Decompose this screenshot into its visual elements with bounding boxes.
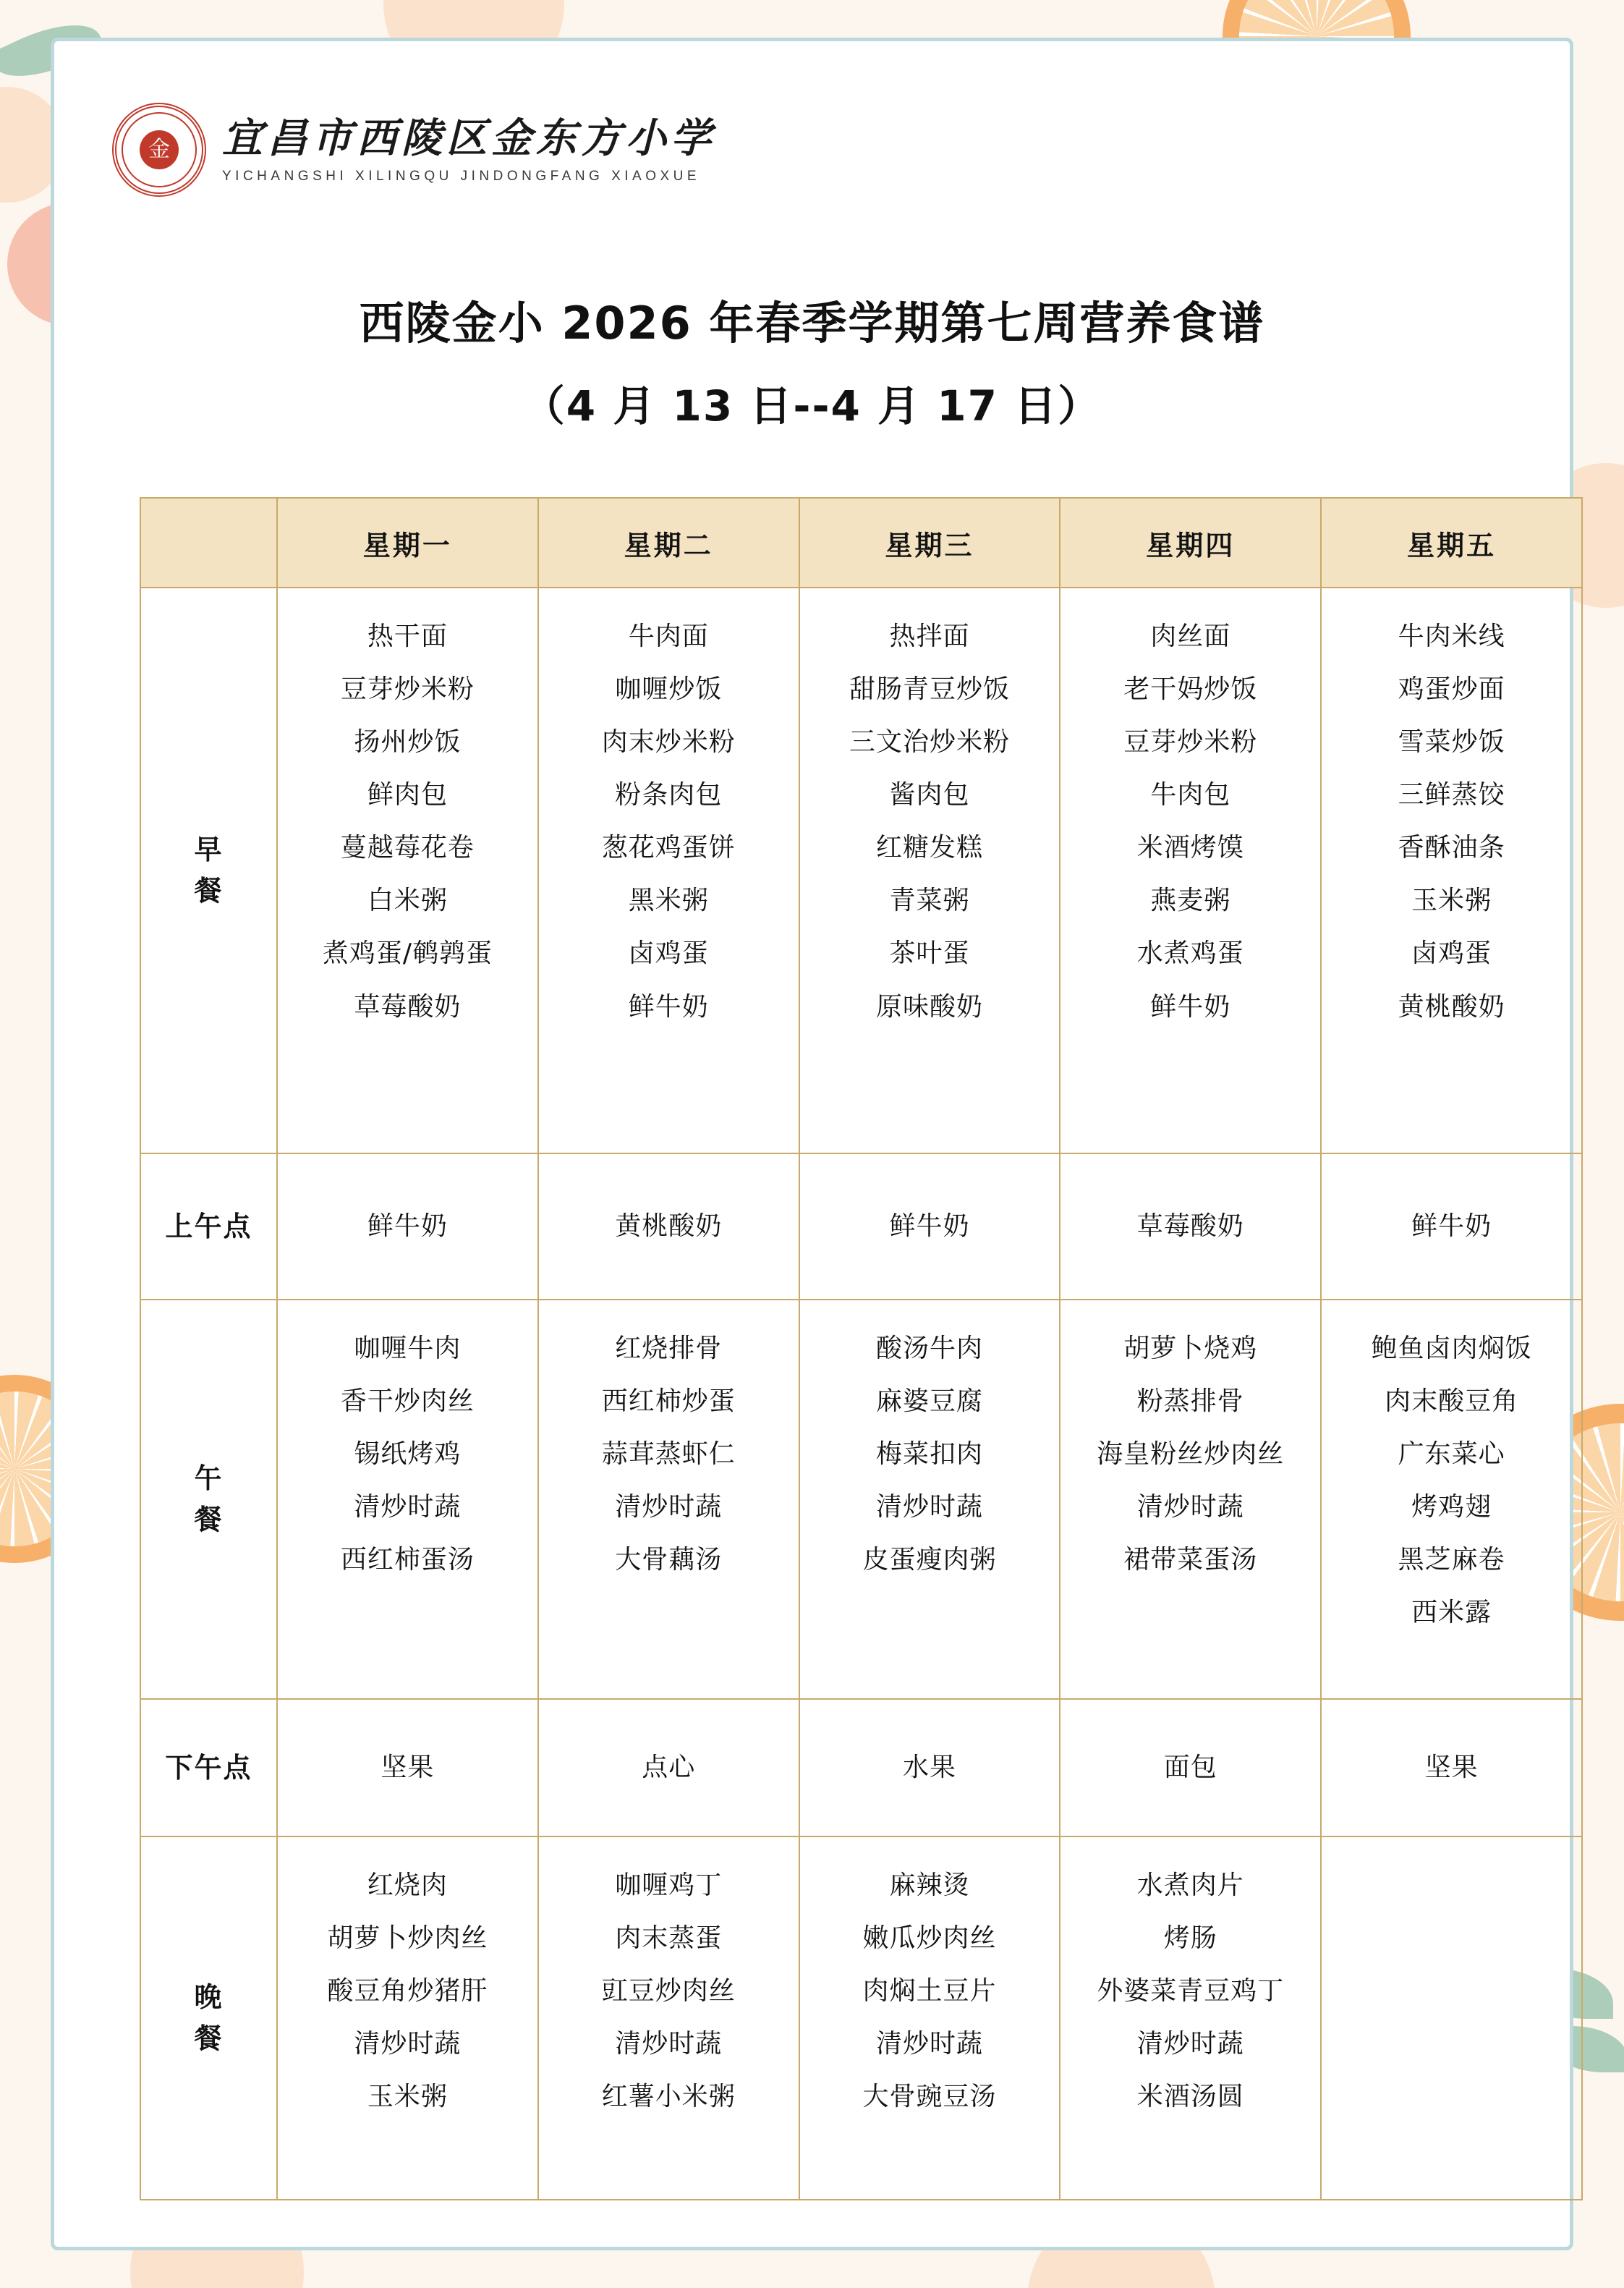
menu-item: 嫩瓜炒肉丝: [862, 1923, 997, 1954]
menu-item: 肉末炒米粉: [601, 727, 736, 758]
menu-item: 清炒时蔬: [1136, 1492, 1244, 1522]
menu-item: 白米粥: [367, 886, 448, 916]
menu-item: 热干面: [367, 622, 448, 651]
menu-item: 水煮肉片: [1136, 1870, 1244, 1900]
table-row: [140, 1153, 1582, 1300]
menu-item: 牛肉面: [628, 622, 709, 651]
menu-cell: [1321, 1836, 1582, 2200]
menu-item: 清炒时蔬: [615, 1492, 723, 1522]
menu-item: 甜肠青豆炒饭: [849, 674, 1010, 705]
menu-item: 大骨豌豆汤: [862, 2082, 997, 2112]
page-title-line1: 西陵金小 2026 年春季学期第七周营养食谱: [359, 297, 1265, 349]
menu-item: 玉米粥: [1411, 886, 1492, 916]
meal-label-morning-snack: 上午点: [140, 1153, 277, 1300]
menu-item: 牛肉米线: [1398, 622, 1505, 651]
menu-item: 咖喱鸡丁: [615, 1870, 723, 1900]
menu-item: 点心: [642, 1752, 696, 1782]
menu-item: 玉米粥: [367, 2082, 448, 2112]
column-header-monday: 星期一: [277, 498, 538, 588]
menu-item: 蔓越莓花卷: [340, 833, 475, 863]
table-corner-cell: [140, 498, 277, 588]
menu-cell: [1060, 1836, 1321, 2200]
menu-item: 米酒汤圆: [1136, 2082, 1244, 2112]
menu-item: 热拌面: [889, 622, 970, 651]
menu-cell: [799, 1699, 1060, 1836]
menu-item: 香酥油条: [1398, 833, 1505, 863]
meal-label-breakfast: 早 餐: [140, 588, 277, 1153]
menu-cell: [799, 1153, 1060, 1300]
menu-cell: [1321, 1153, 1582, 1300]
menu-item: 咖喱牛肉: [354, 1334, 462, 1363]
menu-item: 雪菜炒饭: [1398, 727, 1505, 758]
menu-item: 咖喱炒饭: [615, 674, 723, 705]
menu-item: 三文治炒米粉: [849, 727, 1010, 758]
menu-cell: [538, 1153, 799, 1300]
menu-cell: [538, 1836, 799, 2200]
menu-cell: [538, 1300, 799, 1699]
menu-item: 裙带菜蛋汤: [1123, 1545, 1258, 1575]
logo-glyph: 金: [140, 130, 179, 169]
school-logo-icon: [112, 103, 206, 197]
menu-item: 面包: [1163, 1752, 1217, 1782]
menu-item: 烤肠: [1163, 1923, 1217, 1954]
menu-item: 酱肉包: [889, 780, 970, 810]
menu-item: 肉丝面: [1150, 622, 1231, 651]
menu-cell: [1060, 588, 1321, 1153]
menu-item: 广东菜心: [1398, 1439, 1505, 1470]
menu-item: 红糖发糕: [875, 833, 983, 863]
menu-cell: [277, 1153, 538, 1300]
menu-cell: [799, 588, 1060, 1153]
menu-item: 煮鸡蛋/鹌鹑蛋: [322, 938, 493, 969]
menu-item: 草莓酸奶: [1136, 1211, 1244, 1241]
menu-item: 麻婆豆腐: [875, 1386, 983, 1417]
school-name-en: YICHANGSHI XILINGQU JINDONGFANG XIAOXUE: [222, 169, 701, 185]
table-row: [140, 1699, 1582, 1836]
menu-item: 海皇粉丝炒肉丝: [1097, 1439, 1285, 1470]
menu-item: 鲜牛奶: [628, 991, 709, 1022]
menu-item: 原味酸奶: [875, 991, 983, 1022]
menu-item: 扬州炒饭: [354, 727, 462, 758]
menu-cell: [277, 588, 538, 1153]
menu-item: 清炒时蔬: [1136, 2029, 1244, 2059]
menu-cell: [1321, 1300, 1582, 1699]
menu-cell: [1321, 588, 1582, 1153]
menu-cell: [1060, 1300, 1321, 1699]
menu-item: 酸汤牛肉: [875, 1334, 983, 1363]
menu-cell: [277, 1836, 538, 2200]
menu-item: 皮蛋瘦肉粥: [862, 1545, 997, 1575]
menu-item: 梅菜扣肉: [875, 1439, 983, 1470]
menu-item: 肉末蒸蛋: [615, 1923, 723, 1954]
weekly-menu-table: [140, 497, 1583, 2200]
menu-item: 红烧肉: [367, 1870, 448, 1900]
menu-item: 粉蒸排骨: [1136, 1386, 1244, 1417]
menu-item: 鲜牛奶: [889, 1211, 970, 1241]
menu-item: 豇豆炒肉丝: [601, 1976, 736, 2007]
column-header-friday: 星期五: [1321, 498, 1582, 588]
menu-cell: [538, 588, 799, 1153]
menu-item: 鲜肉包: [367, 780, 448, 810]
page-title-line2: （4 月 13 日--4 月 17 日）: [522, 381, 1102, 431]
menu-cell: [1060, 1153, 1321, 1300]
menu-cell: [799, 1300, 1060, 1699]
menu-item: 红薯小米粥: [601, 2082, 736, 2112]
menu-cell: [538, 1699, 799, 1836]
menu-item: 清炒时蔬: [354, 1492, 462, 1522]
menu-item: 水煮鸡蛋: [1136, 938, 1244, 969]
column-header-thursday: 星期四: [1060, 498, 1321, 588]
menu-item: 香干炒肉丝: [340, 1386, 475, 1417]
menu-item: 粉条肉包: [615, 780, 723, 810]
menu-item: 坚果: [1424, 1752, 1479, 1782]
table-header-row: [140, 498, 1582, 588]
table-row: [140, 1836, 1582, 2200]
school-name-cn: 宜昌市西陵区金东方小学: [222, 114, 715, 162]
menu-item: 葱花鸡蛋饼: [601, 833, 736, 863]
menu-item: 燕麦粥: [1150, 886, 1231, 916]
menu-item: 肉末酸豆角: [1385, 1386, 1519, 1417]
menu-item: 青菜粥: [889, 886, 970, 916]
menu-item: 胡萝卜烧鸡: [1123, 1334, 1258, 1363]
menu-item: 鸡蛋炒面: [1398, 674, 1505, 705]
menu-item: 西米露: [1411, 1598, 1492, 1628]
menu-item: 清炒时蔬: [354, 2029, 462, 2059]
menu-item: 牛肉包: [1150, 780, 1231, 810]
column-header-tuesday: 星期二: [538, 498, 799, 588]
menu-item: 肉焖土豆片: [862, 1976, 997, 2007]
menu-item: 麻辣烫: [889, 1870, 970, 1900]
menu-item: 豆芽炒米粉: [340, 674, 475, 705]
menu-cell: [277, 1300, 538, 1699]
menu-item: 清炒时蔬: [615, 2029, 723, 2059]
menu-item: 水果: [902, 1752, 956, 1782]
menu-item: 清炒时蔬: [875, 1492, 983, 1522]
meal-label-afternoon-snack: 下午点: [140, 1699, 277, 1836]
menu-cell: [277, 1699, 538, 1836]
menu-cell: [1060, 1699, 1321, 1836]
menu-item: 蒜茸蒸虾仁: [601, 1439, 736, 1470]
meal-label-dinner: 晚 餐: [140, 1836, 277, 2200]
column-header-wednesday: 星期三: [799, 498, 1060, 588]
menu-item: 西红柿蛋汤: [340, 1545, 475, 1575]
menu-item: 西红柿炒蛋: [601, 1386, 736, 1417]
menu-document: [51, 38, 1573, 2250]
menu-item: 酸豆角炒猪肝: [327, 1976, 488, 2007]
menu-item: 草莓酸奶: [354, 991, 462, 1022]
menu-item: 茶叶蛋: [889, 938, 970, 969]
menu-item: 坚果: [381, 1752, 435, 1782]
table-body: [140, 588, 1582, 2200]
menu-item: 清炒时蔬: [875, 2029, 983, 2059]
menu-item: 烤鸡翅: [1411, 1492, 1492, 1522]
school-brand: [112, 103, 715, 197]
menu-item: 锡纸烤鸡: [354, 1439, 462, 1470]
menu-item: 卤鸡蛋: [1411, 938, 1492, 969]
table-row: [140, 1300, 1582, 1699]
meal-label-lunch: 午 餐: [140, 1300, 277, 1699]
menu-item: 黑芝麻卷: [1398, 1545, 1505, 1575]
menu-item: 黄桃酸奶: [615, 1211, 723, 1241]
menu-item: 黑米粥: [628, 886, 709, 916]
menu-cell: [1321, 1699, 1582, 1836]
menu-item: 米酒烤馍: [1136, 833, 1244, 863]
menu-item: 老干妈炒饭: [1123, 674, 1258, 705]
menu-item: 鲜牛奶: [1150, 991, 1231, 1022]
menu-item: 卤鸡蛋: [628, 938, 709, 969]
menu-item: 红烧排骨: [615, 1334, 723, 1363]
menu-cell: [799, 1836, 1060, 2200]
menu-item: 黄桃酸奶: [1398, 991, 1505, 1022]
menu-item: 大骨藕汤: [615, 1545, 723, 1575]
menu-item: 外婆菜青豆鸡丁: [1097, 1976, 1285, 2007]
table-row: [140, 588, 1582, 1153]
menu-item: 豆芽炒米粉: [1123, 727, 1258, 758]
menu-item: 胡萝卜炒肉丝: [327, 1923, 488, 1954]
page-title: [54, 287, 1570, 433]
menu-item: 鲜牛奶: [367, 1211, 448, 1241]
menu-item: 三鲜蒸饺: [1398, 780, 1505, 810]
menu-item: 鲍鱼卤肉焖饭: [1371, 1334, 1532, 1363]
menu-item: 鲜牛奶: [1411, 1211, 1492, 1241]
